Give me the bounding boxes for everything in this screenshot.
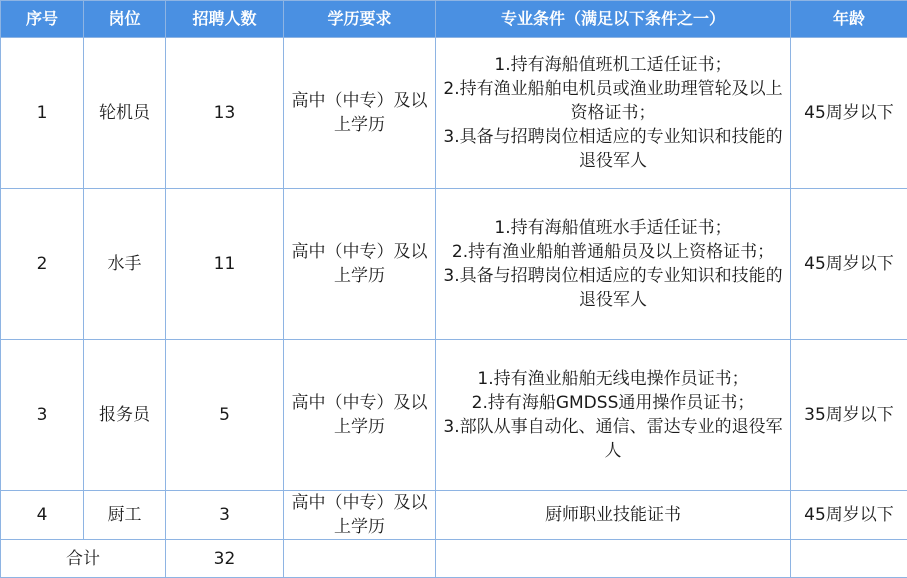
condition-item: 2.持有海船GMDSS通用操作员证书； bbox=[440, 391, 786, 415]
total-empty-cell bbox=[436, 540, 791, 578]
header-education: 学历要求 bbox=[284, 1, 436, 38]
cell-education: 高中（中专）及以上学历 bbox=[284, 38, 436, 189]
total-count: 32 bbox=[166, 540, 284, 578]
cell-position: 报务员 bbox=[84, 340, 166, 491]
total-label: 合计 bbox=[1, 540, 166, 578]
condition-item: 1.持有渔业船舶无线电操作员证书； bbox=[440, 367, 786, 391]
condition-item: 1.持有海船值班机工适任证书； bbox=[440, 53, 786, 77]
cell-seq: 3 bbox=[1, 340, 84, 491]
cell-count: 5 bbox=[166, 340, 284, 491]
cell-age: 35周岁以下 bbox=[791, 340, 907, 491]
cell-conditions bbox=[436, 340, 791, 491]
condition-item: 3.具备与招聘岗位相适应的专业知识和技能的退役军人 bbox=[440, 125, 786, 173]
header-seq: 序号 bbox=[1, 1, 84, 38]
condition-item: 3.具备与招聘岗位相适应的专业知识和技能的退役军人 bbox=[440, 264, 786, 312]
header-age: 年龄 bbox=[791, 1, 907, 38]
total-row bbox=[1, 540, 907, 578]
table-row bbox=[1, 491, 907, 540]
total-empty-cell bbox=[791, 540, 907, 578]
condition-item: 厨师职业技能证书 bbox=[440, 503, 786, 527]
cell-education: 高中（中专）及以上学历 bbox=[284, 340, 436, 491]
cell-conditions bbox=[436, 189, 791, 340]
cell-count: 11 bbox=[166, 189, 284, 340]
condition-item: 1.持有海船值班水手适任证书； bbox=[440, 216, 786, 240]
cell-position: 轮机员 bbox=[84, 38, 166, 189]
header-position: 岗位 bbox=[84, 1, 166, 38]
cell-education: 高中（中专）及以上学历 bbox=[284, 189, 436, 340]
condition-item: 2.持有渔业船舶电机员或渔业助理管轮及以上资格证书； bbox=[440, 77, 786, 125]
cell-seq: 2 bbox=[1, 189, 84, 340]
condition-item: 3.部队从事自动化、通信、雷达专业的退役军人 bbox=[440, 415, 786, 463]
total-empty-cell bbox=[284, 540, 436, 578]
cell-seq: 4 bbox=[1, 491, 84, 540]
cell-age: 45周岁以下 bbox=[791, 38, 907, 189]
cell-education: 高中（中专）及以上学历 bbox=[284, 491, 436, 540]
cell-age: 45周岁以下 bbox=[791, 189, 907, 340]
cell-count: 3 bbox=[166, 491, 284, 540]
cell-age: 45周岁以下 bbox=[791, 491, 907, 540]
table-row bbox=[1, 189, 907, 340]
condition-item: 2.持有渔业船舶普通船员及以上资格证书； bbox=[440, 240, 786, 264]
cell-count: 13 bbox=[166, 38, 284, 189]
header-row bbox=[1, 1, 907, 38]
table-row bbox=[1, 340, 907, 491]
cell-position: 水手 bbox=[84, 189, 166, 340]
cell-seq: 1 bbox=[1, 38, 84, 189]
cell-conditions bbox=[436, 491, 791, 540]
cell-position: 厨工 bbox=[84, 491, 166, 540]
header-count: 招聘人数 bbox=[166, 1, 284, 38]
cell-conditions bbox=[436, 38, 791, 189]
table-row bbox=[1, 38, 907, 189]
header-conditions: 专业条件（满足以下条件之一） bbox=[436, 1, 791, 38]
